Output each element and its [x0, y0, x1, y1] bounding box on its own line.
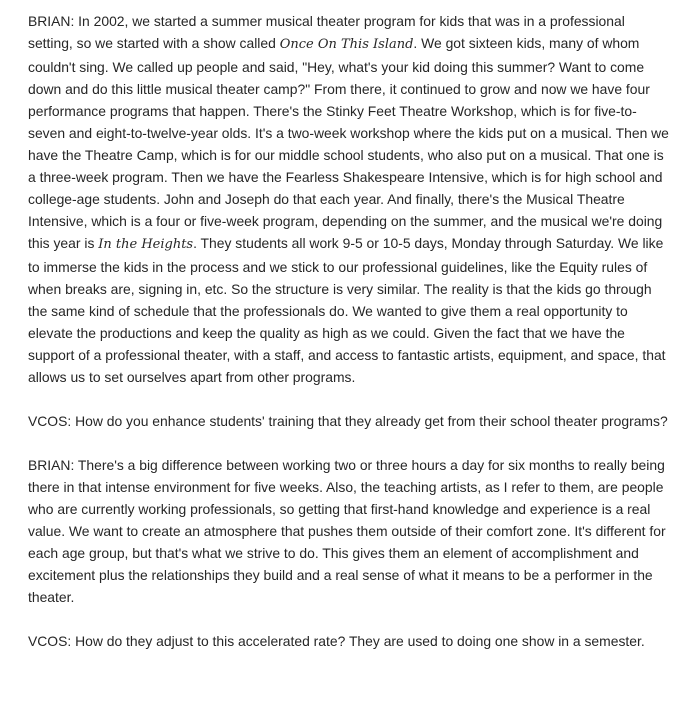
- show-title: Once On This Island: [279, 37, 414, 52]
- paragraph-text: There's a big difference between working two or three hours a day for six months to really being there in that intense environment for five weeks. Also, the teaching artists, as I refer to them, are people who are currently working professionals, so getting that first-hand knowledge and experience is a real value. We want to create an atmosphere that pushes them outside of their comfort zone. It's different for each age group, but that's what we strive to do. This gives them an element of accomplishment and excitement plus the relationships they build and a real sense of what it means to be a performer in the theater.: [28, 457, 666, 605]
- paragraph-text: How do you enhance students' training that they already get from their school theater programs?: [75, 413, 668, 429]
- paragraph-text: In 2002, we started a summer musical theater program for kids that was in a professional setting, so we started with a show called: [28, 13, 625, 51]
- speaker-label: BRIAN: [28, 457, 71, 473]
- paragraph-text: How do they adjust to this accelerated rate? They are used to doing one show in a semester.: [75, 633, 645, 649]
- paragraph-vcos-2: VCOS: How do they adjust to this accelerated rate? They are used to doing one show in a semester.: [28, 633, 645, 649]
- speaker-label: BRIAN: [28, 13, 71, 29]
- show-title: In the Heights: [98, 237, 194, 252]
- speaker-label: VCOS: [28, 413, 68, 429]
- paragraph-vcos-1: VCOS: How do you enhance students' training that they already get from their school theater programs?: [28, 413, 668, 429]
- paragraph-text: . We got sixteen kids, many of whom couldn't sing. We called up people and said, "Hey, what's your kid doing this summer? Want to come down and do this little musical theater camp?" From there, it continued to grow and now we have four performance programs that happen. There's the Stinky Feet Theatre Workshop, which is for five-to-seven and eight-to-twelve-year olds. It's a two-week workshop where the kids put on a musical. Then we have the Theatre Camp, which is for our middle school students, who also put on a musical. That one is a three-week program. Then we have the Fearless Shakespeare Intensive, which is for high school and college-age students. John and Joseph do that each year. And finally, there's the Musical Theatre Intensive, which is a four or five-week program, depending on the summer, and the musical we're doing this year is: [28, 35, 669, 251]
- paragraph-brian-2: BRIAN: There's a big difference between working two or three hours a day for six months to really being there in that intense environment for five weeks. Also, the teaching artists, as I refer to them, are people who are currently working professionals, so getting that first-hand knowledge and experience is a real value. We want to create an atmosphere that pushes them outside of their comfort zone. It's different for each age group, but that's what we strive to do. This gives them an element of accomplishment and excitement plus the relationships they build and a real sense of what it means to be a performer in the theater.: [28, 457, 666, 605]
- paragraph-text: . They students all work 9-5 or 10-5 days, Monday through Saturday. We like to immerse the kids in the process and we stick to our professional guidelines, like the Equity rules of when breaks are, signing in, etc. So the structure is very similar. The reality is that the kids go through the same kind of schedule that the professionals do. We wanted to give them a real opportunity to elevate the productions and keep the quality as high as we could. Given the fact that we have the support of a professional theater, with a staff, and access to fantastic artists, equipment, and space, that allows us to set ourselves apart from other programs.: [28, 235, 666, 385]
- speaker-label: VCOS: [28, 633, 68, 649]
- paragraph-brian-1: BRIAN: In 2002, we started a summer musical theater program for kids that was in a professional setting, so we started with a show called Once On This Island. We got sixteen kids, many of whom couldn't sing. We called up people and said, "Hey, what's your kid doing this summer? Want to come down and do this little musical theater camp?" From there, it continued to grow and now we have four performance programs that happen. There's the Stinky Feet Theatre Workshop, which is for five-to-seven and eight-to-twelve-year olds. It's a two-week workshop where the kids put on a musical. Then we have the Theatre Camp, which is for our middle school students, who also put on a musical. That one is a three-week program. Then we have the Fearless Shakespeare Intensive, which is for high school and college-age students. John and Joseph do that each year. And finally, there's the Musical Theatre Intensive, which is a four or five-week program, depending on the summer, and the musical we're doing this year is In the Heights. They students all work 9-5 or 10-5 days, Monday through Saturday. We like to immerse the kids in the process and we stick to our professional guidelines, like the Equity rules of when breaks are, signing in, etc. So the structure is very similar. The reality is that the kids go through the same kind of schedule that the professionals do. We wanted to give them a real opportunity to elevate the productions and keep the quality as high as we could. Given the fact that we have the support of a professional theater, with a staff, and access to fantastic artists, equipment, and space, that allows us to set ourselves apart from other programs.: [28, 13, 669, 385]
